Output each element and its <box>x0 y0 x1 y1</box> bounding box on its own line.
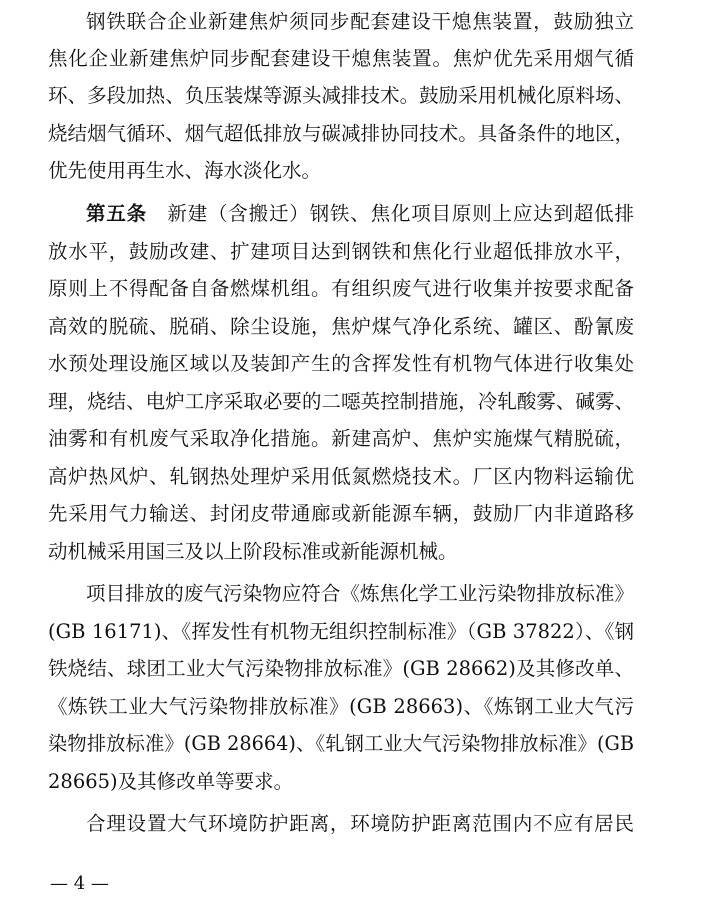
article-label: 第五条 <box>86 202 147 225</box>
paragraph-2-line-8: 高炉热风炉、轧钢热处理炉采用低氮燃烧技术。厂区内物料运输优 <box>48 465 634 488</box>
paragraph-4-line-1: 合理设置大气环境防护距离，环境防护距离范围内不应有居民 <box>86 812 634 835</box>
paragraph-1-line-2: 焦化企业新建焦炉同步配套建设干熄焦装置。焦炉优先采用烟气循 <box>48 47 634 70</box>
paragraph-2-line-10: 动机械采用国三及以上阶段标准或新能源机械。 <box>48 540 458 563</box>
paragraph-2-line-7: 油雾和有机废气采取净化措施。新建高炉、焦炉实施煤气精脱硫， <box>48 427 634 450</box>
paragraph-1-line-1: 钢铁联合企业新建焦炉须同步配套建设干熄焦装置，鼓励独立 <box>86 10 634 33</box>
article-first-line-text: 新建（含搬迁）钢铁、焦化项目原则上应达到超低排 <box>167 202 634 225</box>
paragraph-3-line-6: 28665)及其修改单等要求。 <box>48 770 294 793</box>
paragraph-1-line-5: 优先使用再生水、海水淡化水。 <box>48 159 322 182</box>
paragraph-3-line-4: 《炼铁工业大气污染物排放标准》(GB 28663)、《炼钢工业大气污 <box>48 695 634 718</box>
paragraph-2-line-4: 高效的脱硫、脱硝、除尘设施，焦炉煤气净化系统、罐区、酚氰废 <box>48 315 634 338</box>
paragraph-1-line-3: 环、多段加热、负压装煤等源头减排技术。鼓励采用机械化原料场、 <box>48 84 634 107</box>
paragraph-2-line-5: 水预处理设施区域以及装卸产生的含挥发性有机物气体进行收集处 <box>48 352 634 375</box>
page-number: — 4 — <box>50 873 109 894</box>
paragraph-3-line-3: 铁烧结、球团工业大气污染物排放标准》(GB 28662)及其修改单、 <box>48 657 634 680</box>
paragraph-3-line-1: 项目排放的废气污染物应符合《炼焦化学工业污染物排放标准》 <box>86 582 634 605</box>
paragraph-2-line-3: 原则上不得配备自备燃煤机组。有组织废气进行收集并按要求配备 <box>48 277 634 300</box>
paragraph-3-line-5: 染物排放标准》(GB 28664)、《轧钢工业大气污染物排放标准》(GB <box>48 732 634 755</box>
paragraph-1-line-4: 烧结烟气循环、烟气超低排放与碳减排协同技术。具备条件的地区， <box>48 122 634 145</box>
paragraph-2-line-9: 先采用气力输送、封闭皮带通廊或新能源车辆，鼓励厂内非道路移 <box>48 502 634 525</box>
paragraph-2-line-1 <box>86 200 634 228</box>
paragraph-2-line-2: 放水平，鼓励改建、扩建项目达到钢铁和焦化行业超低排放水平， <box>48 240 634 263</box>
paragraph-2-line-6: 理，烧结、电炉工序采取必要的二噁英控制措施，冷轧酸雾、碱雾、 <box>48 390 634 413</box>
paragraph-3-line-2: (GB 16171)、《挥发性有机物无组织控制标准》（GB 37822）、《钢 <box>48 620 634 643</box>
